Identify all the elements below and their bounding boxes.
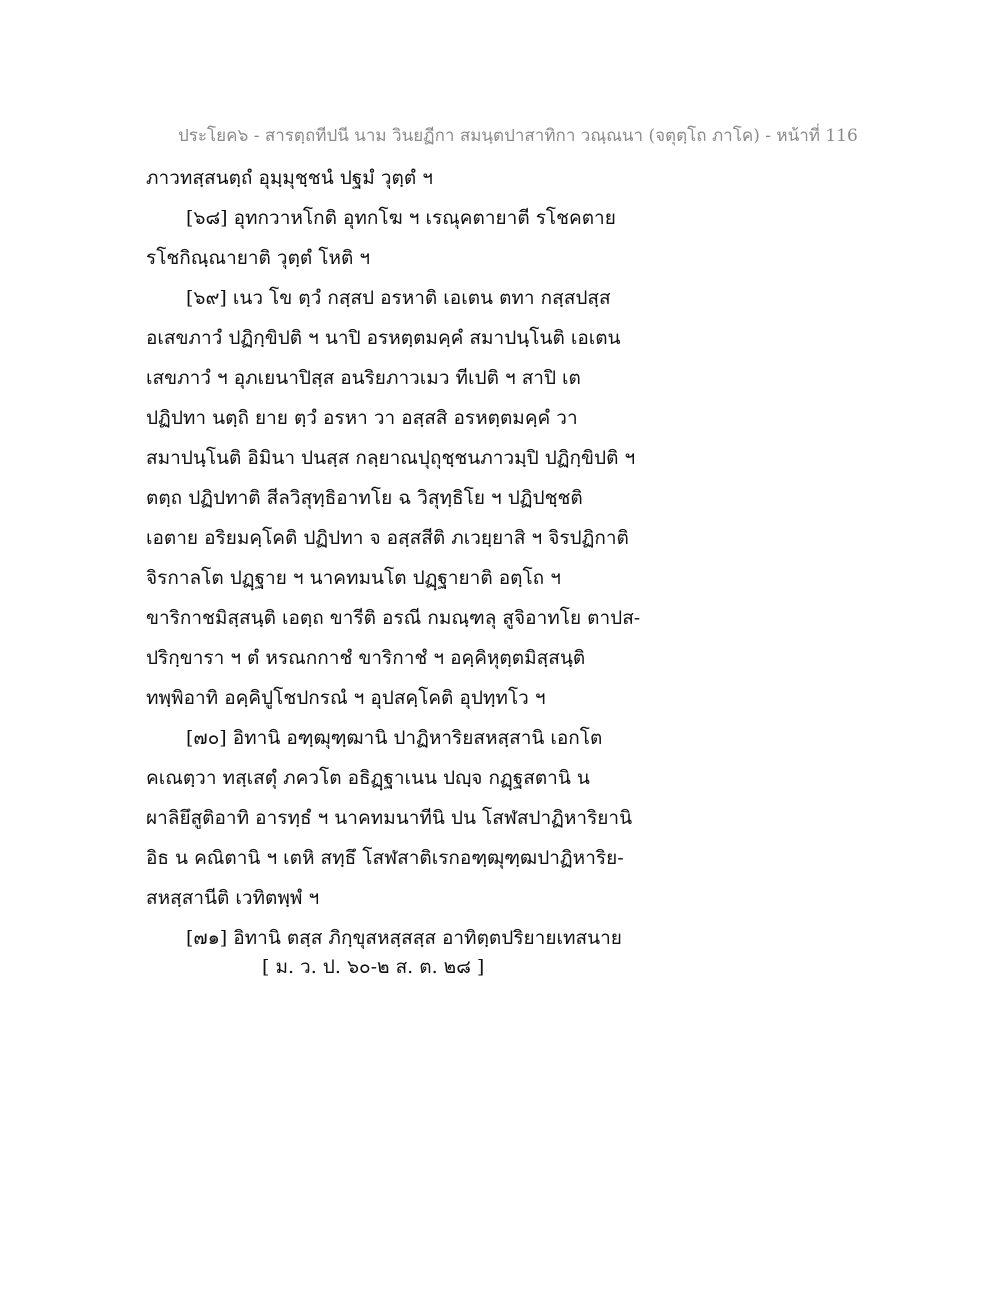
text-line: คเณตฺวา ทสฺเสตุํ ภควโต อธิฏฺฐาเนน ปญฺจ กฏฺฐสตานิ น	[146, 767, 590, 789]
text-line: ปริกฺขารา ฯ ตํ หรณกกาชํ ขาริกาชํ ฯ อคฺคิหุตฺตมิสฺสนฺติ	[146, 647, 586, 669]
text-line: ภาวทสฺสนตฺถํ อุมฺมุชฺชนํ ปฐมํ วุตฺตํ ฯ	[146, 167, 433, 189]
text-line: ตตฺถ ปฏิปทาติ สีลวิสุทฺธิอาทโย ฉ วิสุทฺธิโย ฯ ปฏิปชฺชติ	[146, 487, 583, 509]
text-line: ปฏิปทา นตฺถิ ยาย ตฺวํ อรหา วา อสฺสสิ อรหตฺตมคฺคํ วา	[146, 407, 578, 429]
running-header: ประโยค๖ - สารตฺถทีปนี นาม วินยฏีกา สมนฺตปาสาทิกา วณฺณนา (จตุตฺโถ ภาโค) - หน้าที่ 116	[178, 126, 858, 146]
paragraph-68-line: [๖๘] อุทกวาหโกติ อุทกโฆ ฯ เรณุคตายาตี รโชคตาย	[186, 207, 616, 229]
text-line: อิธ น คณิตานิ ฯ เตหิ สทฺธึ โสฬสาติเรกอฑฺฒุฑฺฒปาฏิหาริย-	[146, 847, 624, 869]
page-reference: [ ม. ว. ป. ๖๐-๒ ส. ต. ๒๘ ]	[262, 956, 485, 978]
body-text	[146, 158, 706, 958]
text-line: อเสขภาวํ ปฏิกฺขิปติ ฯ นาปิ อรหตฺตมคฺคํ สมาปนฺโนติ เอเตน	[146, 327, 621, 349]
text-line: สมาปนฺโนติ อิมินา ปนสฺส กลฺยาณปุถุชฺชนภาวมฺปิ ปฏิกฺขิปติ ฯ	[146, 447, 636, 469]
paragraph-70-line: [๗๐] อิทานิ อฑฺฒุฑฺฒานิ ปาฏิหาริยสหสฺสานิ เอกโต	[186, 727, 603, 749]
text-line: จิรกาลโต ปฏฺฐาย ฯ นาคทมนโต ปฏฺฐายาติ อตฺโถ ฯ	[146, 567, 561, 589]
text-line: ผาลิยึสูติอาทิ อารทฺธํ ฯ นาคทมนาทีนิ ปน โสฬสปาฏิหาริยานิ	[146, 807, 633, 829]
text-line: เอตาย อริยมคฺโคติ ปฏิปทา จ อสฺสสีติ ภเวยฺยาสิ ฯ จิรปฏิกาติ	[146, 527, 629, 549]
text-line: ขาริกาชมิสฺสนฺติ เอตฺถ ขารีติ อรณี กมณฺฑลุ สูจิอาทโย ตาปส-	[146, 607, 641, 629]
paragraph-69-line: [๖๙] เนว โข ตฺวํ กสฺสป อรหาติ เอเตน ตทา กสฺสปสฺส	[186, 287, 611, 309]
text-line: สหสฺสานีติ เวทิตพฺพํ ฯ	[146, 887, 320, 909]
paragraph-71-line: [๗๑] อิทานิ ตสฺส ภิกฺขุสหสฺสสฺส อาทิตฺตปริยายเทสนาย	[186, 927, 622, 949]
text-line: เสขภาวํ ฯ อุภเยนาปิสฺส อนริยภาวเมว ทีเปติ ฯ สาปิ เต	[146, 367, 581, 389]
text-line: ทพฺพิอาทิ อคฺคิปูโชปกรณํ ฯ อุปสคฺโคติ อุปทฺทโว ฯ	[146, 687, 546, 709]
text-line: รโชกิณฺณายาติ วุตฺตํ โหติ ฯ	[146, 247, 371, 269]
